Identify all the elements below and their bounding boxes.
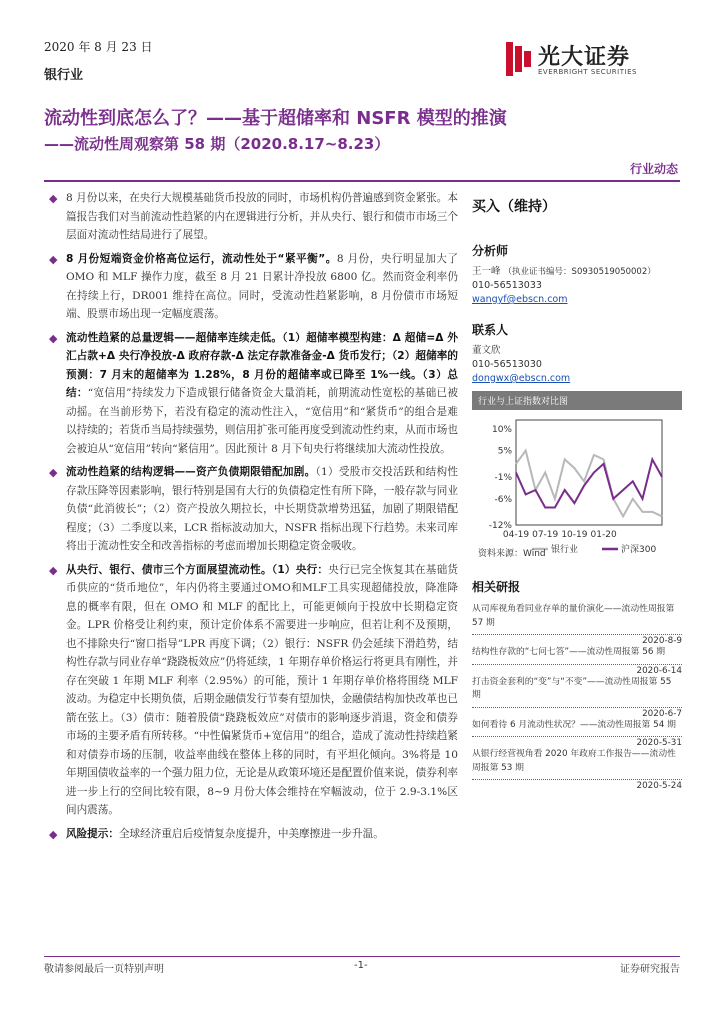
bullet-text: “宽信用”持续发力下造成银行储备资金大量消耗，前期流动性宽松的基础已被动摇。在当前形势下，若没有稳定的流动性注入，“宽信用”和“紧货币”的组合是难以持续的；若货币当局持续强势，则信用扩张可能再度受到流动性约束，从而市场也会被迫从“宽信用”转向“紧信用”。因此预计 8 月下旬央行将继续加大流动性投放。: [66, 387, 458, 455]
footer-report-type: 证券研究报告: [620, 964, 680, 975]
logo-text-cn: 光大证券: [538, 44, 631, 70]
bullet-diamond-icon: ◆: [49, 252, 58, 266]
company-logo: [506, 40, 666, 80]
summary-bullet: [44, 329, 458, 459]
dotted-leader: [472, 779, 682, 780]
bullet-diamond-icon: ◆: [49, 192, 58, 205]
y-tick-label: 10%: [491, 424, 512, 435]
contact-phone: 010-56513030: [472, 359, 542, 370]
summary-bullet: [44, 463, 458, 556]
page-number: -1-: [354, 960, 368, 971]
y-tick-label: -6%: [494, 494, 512, 505]
related-report-date: 2020-8-9: [642, 636, 682, 646]
comparison-chart: [472, 391, 682, 565]
dotted-leader: [472, 736, 682, 737]
analyst-cert: （执业证书编号：S0930519050002）: [503, 267, 656, 277]
dotted-leader: [472, 664, 682, 665]
report-subtitle: ——流动性周观察第 58 期（2020.8.17~8.23）: [44, 135, 390, 153]
y-tick-label: -1%: [494, 472, 512, 483]
bullet-lead: 从央行、银行、债市三个方面展望流动性。（1）央行：: [66, 563, 329, 576]
bullet-lead: 流动性趋紧的结构逻辑——资产负债期限错配加剧。: [66, 466, 316, 478]
footer-divider: [44, 956, 680, 957]
sector-label: 银行业: [44, 68, 84, 83]
bullet-diamond-icon: ◆: [49, 827, 58, 841]
analyst-line: [472, 265, 682, 279]
related-report-date: 2020-6-14: [636, 665, 682, 676]
related-report-date: 2020-6-7: [642, 708, 682, 719]
rating: 买入（维持）: [472, 199, 556, 215]
summary-body: [44, 184, 458, 843]
related-report-link[interactable]: 打击资金套利的“变”与“不变”——流动性周报第 55 期: [472, 676, 672, 700]
bullet-text: 央行已完全恢复其在基础货币供应的“货币地位”，年内仍将主要通过OMO和MLF工具实现超储投放，降准降息的概率有限，但在 OMO 和 MLF 的配比上，可能更倾向于投放中长期稳定资金。LPR 价格受让利约束，预计定价体系不需要进一步响应，但若让利不及预期，也不排除央行“窗口指导”LPR 再度下调；（2）银行：NSFR 仍会延续下滑趋势，结构性存款与同业存单“跷跷板效应”仍将延续，1 年期存单价格运行将更具有刚性，并存在突破 1 年期 MLF 利率（2.95%）的可能，预计 1 年期存单价格将围绕 MLF 波动。为稳定中长期负债，后期金融债发行节奏有望加快，金融债结构加快改革也已箭在弦上。（3）债市：随着股债“跷跷板效应”对债市的影响逐步消退，资金和债券市场的主要矛盾有所转移。“中性偏紧货币+宽信用”的组合，造成了流动性持续趋紧和对债券市场的压制，收益率曲线在整体上移的同时，有平坦化倾向。3%将是 10 年期国债收益率的一个强力阻力位，无论是从政策环境还是配置价值来说，债券利率进一步上行的空间比较有限，8~9 月份大体会维持在窄幅波动，位于 2.9-3.1%区间内震荡。: [66, 563, 459, 816]
bullet-diamond-icon: ◆: [49, 563, 58, 577]
dotted-leader: [472, 634, 682, 635]
contact-name: 董文欣: [472, 345, 501, 356]
report-title: 流动性到底怎么了？——基于超储率和 NSFR 模型的推演: [44, 108, 507, 129]
report-type-tag: 行业动态: [629, 162, 678, 176]
x-tick-label: 07-19: [532, 530, 559, 540]
y-tick-label: 5%: [497, 446, 512, 457]
related-reports: [472, 578, 682, 791]
analyst-heading: 分析师: [472, 244, 509, 258]
contact-email-link[interactable]: dongwx@ebscn.com: [472, 373, 571, 384]
chart-source: 资料来源：Wind: [478, 549, 546, 559]
bullet-text: 8 月份，央行明显加大了 OMO 和 MLF 操作力度，截至 8 月 21 日累计净投放 6800 亿。然而资金利率仍在持续上行，DR001 维持在高位。同时，受流动性趋紧影响，8 月份债市市场短端、股票市场出现一定幅度震荡。: [66, 252, 459, 320]
bullet-text: 8 月份以来，在央行大规模基础货币投放的同时，市场机构仍普遍感到资金紧张。本篇报告我们对当前流动性趋紧的内在逻辑进行分析，并从央行、银行和债市市场三个层面对流动性结局进行了展望。: [66, 192, 458, 241]
bullet-lead: 风险提示：: [66, 827, 119, 840]
report-date: 2020 年 8 月 23 日: [44, 40, 153, 54]
legend-label: 沪深300: [621, 545, 657, 555]
chart-svg: [472, 410, 682, 560]
contact-heading: 联系人: [472, 323, 509, 337]
summary-bullet: [44, 561, 458, 820]
related-report-date: 2020-5-24: [636, 781, 682, 791]
logo-mark-icon: [506, 42, 532, 76]
dotted-leader: [472, 707, 682, 708]
legend-label: 银行业: [551, 545, 579, 555]
summary-bullet: [44, 825, 458, 844]
bullet-diamond-icon: ◆: [49, 331, 58, 345]
analyst-phone: 010-56513033: [472, 280, 542, 291]
bullet-diamond-icon: ◆: [49, 466, 58, 479]
bullet-text: 全球经济重启后疫情复杂度提升，中美摩擦进一步升温。: [118, 827, 384, 840]
x-tick-label: 10-19: [561, 530, 588, 540]
series-line-1: [516, 451, 662, 517]
summary-bullet: [44, 189, 458, 245]
header-divider: [44, 180, 680, 182]
logo-text-en: EVERBRIGHT SECURITIES: [538, 68, 637, 76]
related-report-link[interactable]: 从银行经营视角看 2020 年政府工作报告——流动性周报第 53 期: [472, 749, 676, 773]
footer-disclaimer: 敬请参阅最后一页特别声明: [44, 964, 164, 975]
related-heading: 相关研报: [472, 580, 521, 594]
summary-bullet: [44, 250, 458, 324]
analyst-email-link[interactable]: wangyf@ebscn.com: [472, 294, 568, 305]
chart-caption: 行业与上证指数对比图: [472, 391, 682, 410]
related-report-link[interactable]: 如何看待 6 月流动性状况？——流动性周报第 54 期: [472, 719, 676, 730]
y-tick-label: -12%: [488, 521, 512, 531]
analyst-name: 王一峰: [472, 266, 501, 277]
x-tick-label: 04-19: [502, 530, 530, 540]
bullet-lead: 流动性趋紧的总量逻辑——超储率连续走低。（1）超储率模型构建：Δ 超储=Δ 外汇占款+Δ 央行净投放-Δ 政府存款-Δ 法定存款准备金-Δ 货币发行；（2）超储率的预测：7 月末的超储率为 1.28%，8 月份的超储率或已降至 1%一线。（3）总结：: [66, 331, 458, 399]
bullet-text: （1）受股市交投活跃和结构性存款压降等因素影响，银行特别是国有大行的负债稳定性有所下降，一般存款与同业负债“此消彼长”；（2）资产投放久期拉长，中长期贷款增势迅猛，加剧了期限错配程度；（3）二季度以来，LCR 指标波动加大，NSFR 指标出现下行趋势。未来司库将出于流动性安全和改善指标的考虑而增加长期稳定资金吸收。: [66, 466, 458, 552]
related-report-link[interactable]: 结构性存款的“七问七答”——流动性周报第 56 期: [472, 647, 666, 657]
related-report-date: 2020-5-31: [636, 738, 682, 748]
x-tick-label: 01-20: [590, 530, 617, 540]
sidebar: [472, 184, 682, 386]
related-report-link[interactable]: 从司库视角看同业存单的量价演化——流动性周报第 57 期: [472, 604, 675, 628]
bullet-lead: 8 月份短端资金价格高位运行，流动性处于“紧平衡”。: [66, 252, 337, 265]
